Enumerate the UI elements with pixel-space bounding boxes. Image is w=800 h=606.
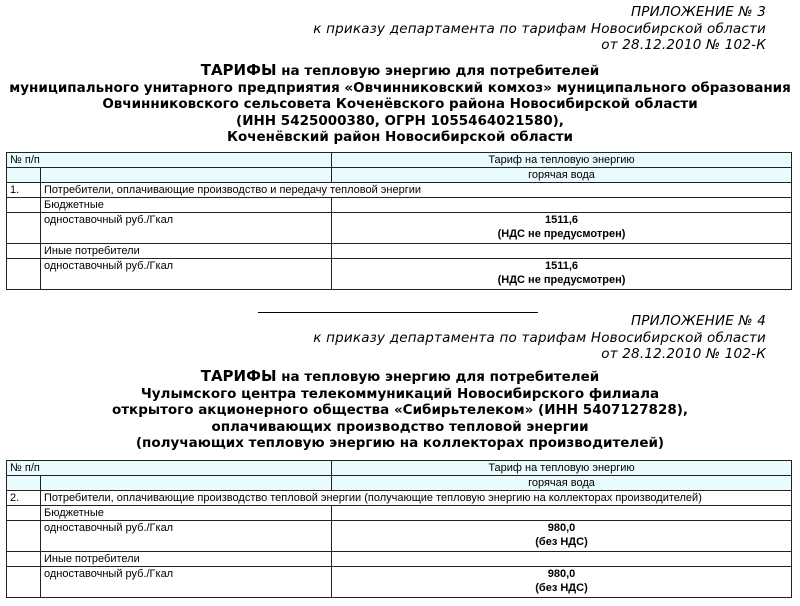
table-row bbox=[7, 521, 792, 552]
title-line-5: Коченёвский район Новосибирской области bbox=[226, 129, 574, 145]
tariff-value-cell bbox=[332, 259, 792, 290]
empty-cell bbox=[7, 567, 41, 598]
row-label: Бюджетные bbox=[41, 506, 332, 521]
appendix-date-line: от 28.12.2010 № 102-К bbox=[601, 37, 766, 53]
title-line-1-rest: на тепловую энергию для потребителей bbox=[276, 63, 600, 79]
tariff-value: 980,0 bbox=[547, 522, 576, 534]
tariff-value-cell bbox=[332, 521, 792, 552]
empty-cell bbox=[7, 259, 41, 290]
tariff-value-cell bbox=[332, 567, 792, 598]
tariff-value-cell bbox=[332, 213, 792, 244]
title-line-1 bbox=[0, 368, 800, 386]
appendix-order-line: к приказу департамента по тарифам Новосибирской области bbox=[313, 20, 766, 37]
title-line-2: муниципального унитарного предприятия «Овчинниковский комхоз» муниципального образования bbox=[9, 79, 791, 96]
table-row bbox=[7, 491, 792, 506]
empty-cell bbox=[332, 244, 792, 259]
col-header-tariff: Тариф на тепловую энергию bbox=[332, 461, 792, 476]
table-row bbox=[7, 259, 792, 290]
title-line-2: Чулымского центра телекоммуникаций Новосибирского филиала bbox=[140, 385, 660, 402]
row-label: одноставочный руб./Гкал bbox=[41, 213, 332, 244]
title-line-1 bbox=[0, 62, 800, 80]
group-number: 2. bbox=[7, 491, 41, 506]
row-label: Бюджетные bbox=[41, 198, 332, 213]
table-row bbox=[7, 183, 792, 198]
appendix-order-line: к приказу департамента по тарифам Новосибирской области bbox=[313, 329, 766, 346]
table-subheader-row bbox=[7, 476, 792, 491]
row-label: Иные потребители bbox=[41, 552, 332, 567]
group-label: Потребители, оплачивающие производство и передачу тепловой энергии bbox=[41, 183, 792, 198]
empty-cell bbox=[7, 476, 41, 491]
row-label: одноставочный руб./Гкал bbox=[41, 567, 332, 598]
empty-cell bbox=[7, 244, 41, 259]
group-label: Потребители, оплачивающие производство тепловой энергии (получающие тепловую энергию на коллекторах производителей) bbox=[41, 491, 792, 506]
tariff-value: 980,0 bbox=[547, 568, 576, 580]
tariff-value: 1511,6 bbox=[544, 214, 579, 226]
title-lead: ТАРИФЫ bbox=[200, 61, 277, 79]
appendix-date-line: от 28.12.2010 № 102-К bbox=[601, 346, 766, 362]
table-row bbox=[7, 567, 792, 598]
appendix-label: ПРИЛОЖЕНИЕ № 4 bbox=[630, 313, 766, 329]
empty-cell bbox=[7, 552, 41, 567]
table-row bbox=[7, 506, 792, 521]
row-label: одноставочный руб./Гкал bbox=[41, 521, 332, 552]
tariff-vat-note: (НДС не предусмотрен) bbox=[497, 228, 626, 240]
table-header-row bbox=[7, 153, 792, 168]
row-label: Иные потребители bbox=[41, 244, 332, 259]
col-subheader: горячая вода bbox=[332, 168, 792, 183]
empty-cell bbox=[7, 198, 41, 213]
tariff-vat-note: (НДС не предусмотрен) bbox=[497, 274, 626, 286]
title-line-1-rest: на тепловую энергию для потребителей bbox=[276, 369, 600, 385]
row-label: одноставочный руб./Гкал bbox=[41, 259, 332, 290]
col-header-tariff: Тариф на тепловую энергию bbox=[332, 153, 792, 168]
table-row bbox=[7, 552, 792, 567]
tariff-title-1 bbox=[0, 62, 800, 146]
empty-cell bbox=[41, 476, 332, 491]
empty-cell bbox=[41, 168, 332, 183]
tariff-vat-note: (без НДС) bbox=[535, 536, 588, 548]
title-line-3: Овчинниковского сельсовета Коченёвского района Новосибирской области bbox=[102, 96, 698, 112]
tariff-table-1 bbox=[6, 152, 792, 290]
empty-cell bbox=[7, 521, 41, 552]
tariff-title-2 bbox=[0, 368, 800, 452]
col-header-num: № п/п bbox=[7, 461, 332, 476]
empty-cell bbox=[332, 198, 792, 213]
table-row bbox=[7, 198, 792, 213]
title-line-5: (получающих тепловую энергию на коллекторах производителей) bbox=[135, 435, 665, 451]
title-line-4: оплачивающих производство тепловой энергии bbox=[211, 418, 589, 435]
tariff-table-2 bbox=[6, 460, 792, 598]
table-row bbox=[7, 244, 792, 259]
table-header-row bbox=[7, 461, 792, 476]
title-line-4: (ИНН 5425000380, ОГРН 1055464021580), bbox=[236, 112, 564, 129]
empty-cell bbox=[7, 168, 41, 183]
col-header-num: № п/п bbox=[7, 153, 332, 168]
col-subheader: горячая вода bbox=[332, 476, 792, 491]
empty-cell bbox=[7, 213, 41, 244]
group-number: 1. bbox=[7, 183, 41, 198]
table-row bbox=[7, 213, 792, 244]
appendix-label: ПРИЛОЖЕНИЕ № 3 bbox=[630, 4, 766, 20]
appendix-3-header bbox=[313, 4, 766, 54]
empty-cell bbox=[7, 506, 41, 521]
title-line-3: открытого акционерного общества «Сибирьтелеком» (ИНН 5407127828), bbox=[111, 402, 689, 418]
tariff-vat-note: (без НДС) bbox=[535, 582, 588, 594]
empty-cell bbox=[332, 552, 792, 567]
appendix-4-header bbox=[313, 313, 766, 363]
title-lead: ТАРИФЫ bbox=[200, 367, 277, 385]
empty-cell bbox=[332, 506, 792, 521]
table-subheader-row bbox=[7, 168, 792, 183]
tariff-value: 1511,6 bbox=[544, 260, 579, 272]
